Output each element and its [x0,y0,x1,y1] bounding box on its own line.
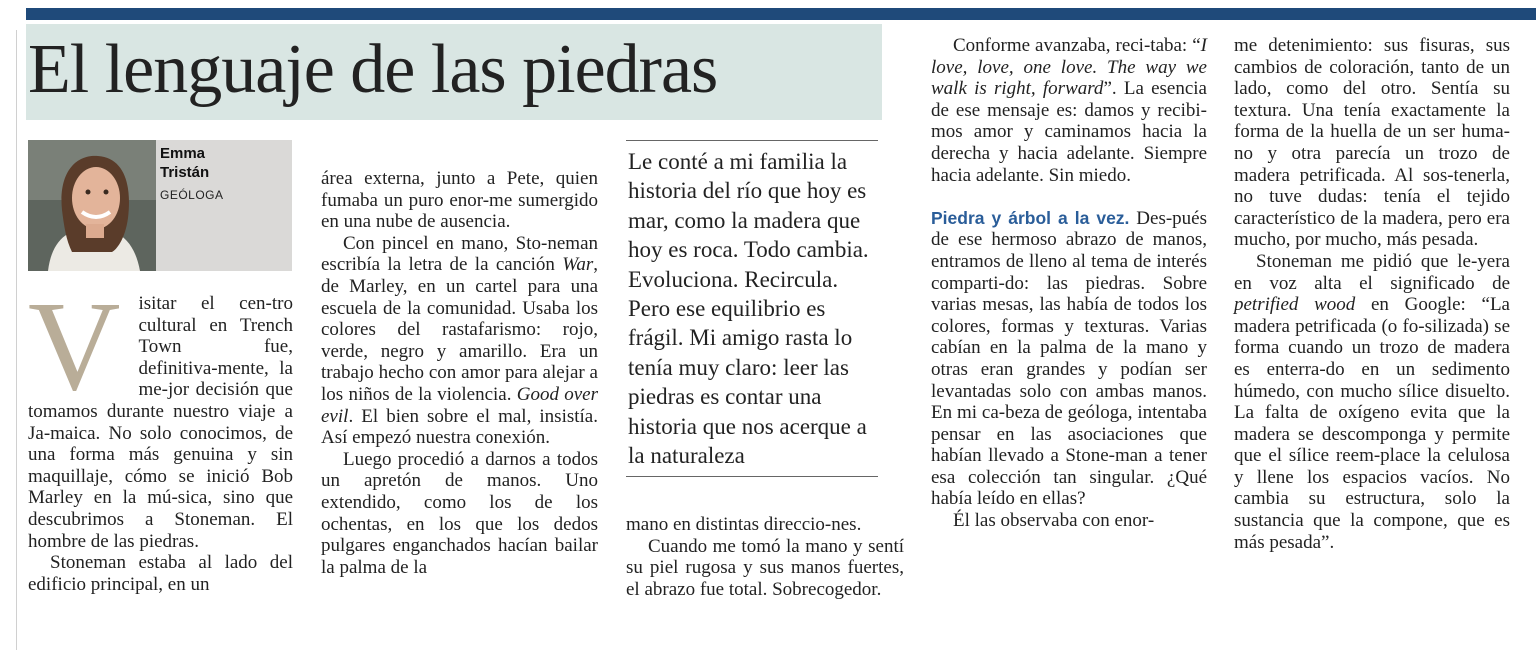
text-run: en Google: “La madera petrificada (o fo-silizada) se forma cuando un trozo de madera es enterra-do en un sedimento húmedo, con mucho sílice disuelto. La falta de oxígeno evita que la madera se descomponga y permite que el sílice reem-place la celulosa y llene los espacios vacíos. No cambia su estructura, solo la sustancia que la compone, que es más pesada”. [1234,294,1510,553]
headline: El lenguaje de las piedras [28,31,718,108]
search-term: petrified wood [1234,294,1356,316]
article-column-2 [321,168,598,578]
section-gap [931,186,1207,208]
paragraph [931,35,1207,186]
paragraph [321,233,598,449]
author-photo [28,140,156,271]
author-name: Emma Tristán [160,145,210,181]
motto: Good over evil [321,383,598,427]
text-run: Stoneman me pidió que le-yera en voz alta el significado de [1234,250,1510,294]
article-column-3 [626,514,904,600]
paragraph: área externa, junto a Pete, quien fumaba un puro enor-me sumergido en una nube de ausencia. [321,168,598,233]
author-byline [156,140,292,271]
article-column-1 [28,275,293,595]
drop-cap: V [28,275,121,417]
text-run: . El bien sobre el mal, insistía. Así empezó nuestra conexión. [321,405,598,449]
article-column-4 [931,35,1207,532]
text-run: Des-pués de ese hermoso abrazo de manos, entramos de lleno al tema de interés comparti-do: las piedras. Sobre varias mesas, las había de todos los colores, formas y texturas. Varias cabían en la palma de la mano y otras eran grandes y podían ser levantadas solo con ambas manos. En mi ca-beza de geóloga, intentaba pensar en las asociaciones que habían llevado a Stone-man a tener esa colección tan singular. ¿Qué había leído en ellas? [931,207,1208,510]
paragraph: me detenimiento: sus fisuras, sus cambios de coloración, tanto de un lado, como del otro. Sentía su textura. Una tenía exactamente la forma de la huella de un ser huma-no y otra parecía un trozo de madera petrificada. Al sos-tenerla, no tuve dudas: tenía el tejido característico de la madera, pero era mucho, por mucho, más pesada. [1234,35,1510,251]
paragraph-text: isitar el cen-tro cultural en Trench Town fue, definitiva-mente, la me-jor decisión que tomamos durante nuestro viaje a Ja-maica. No solo conocimos, de una forma más genuina y sin maquillaje, cómo se inició Bob Marley en la mú-sica, sino que descubrimos a Stoneman. El hombre de las piedras. [28,293,293,552]
author-portrait-illustration [28,140,156,271]
pull-quote: Le conté a mi familia la historia del río que hoy es mar, como la madera que hoy es roca. Todo cambia. Evoluciona. Recircula. Pero ese equilibrio es frágil. Mi amigo rasta lo tenía muy claro: leer las piedras es contar una historia que nos acerque a la naturaleza [626,140,878,477]
song-lyric: I love, love, one love. The way we walk is right, forward [931,35,1207,100]
paragraph: Cuando me tomó la mano y sentí su piel rugosa y sus manos fuertes, el abrazo fue total. Sobrecogedor. [626,535,904,600]
paragraph: Él las observaba con enor- [953,510,1155,532]
top-color-bar [26,8,1536,20]
text-run: Conforme avanzaba, reci-taba: “ [953,35,1201,56]
paragraph: mano en distintas direccio-nes. [626,514,862,535]
paragraph [1234,251,1510,553]
author-role: GEÓLOGA [160,188,224,202]
section-subhead: Piedra y árbol a la vez. [931,207,1130,228]
song-title: War [562,254,594,276]
paragraph: Stoneman estaba al lado del edificio principal, en un [28,552,293,595]
article-column-5 [1234,35,1510,553]
page-margin-rule [16,30,17,650]
text-run: Con pincel en mano, Sto-neman escribía la letra de la canción [321,232,598,276]
text-run: ”. La esencia de ese mensaje es: damos y recibi-mos amor y caminamos hacia la derecha y hacia adelante. Siempre hacia adelante. Sin miedo. [931,78,1207,186]
paragraph [931,208,1207,510]
text-run: , de Marley, en un cartel para una escuela de la comunidad. Usaba los colores del rastafarismo: rojo, verde, negro y amarillo. Era un trabajo hecho con amor para alejar a los niños de la violencia. [321,254,598,405]
paragraph: Luego procedió a darnos a todos un apretón de manos. Uno extendido, como los de los ochentas, en los que los dedos pulgares enganchados hacían bailar la palma de la [321,448,598,578]
paragraph [28,275,293,552]
